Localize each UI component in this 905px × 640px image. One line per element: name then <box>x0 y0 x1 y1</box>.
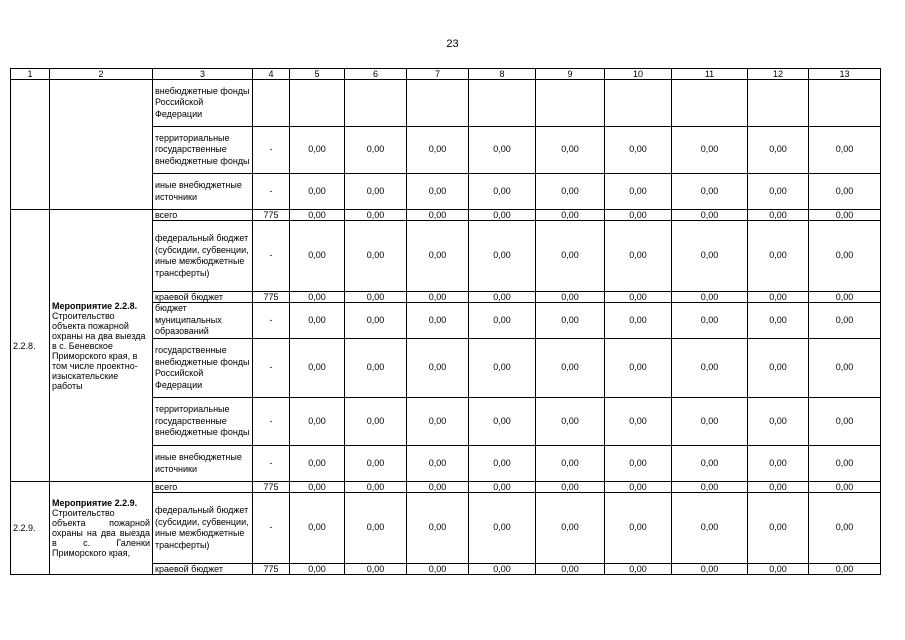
value-cell: 0,00 <box>809 127 881 174</box>
value-cell: 0,00 <box>290 292 345 303</box>
value-cell: 0,00 <box>290 446 345 482</box>
value-cell: 0,00 <box>536 221 605 292</box>
value-cell: 0,00 <box>809 564 881 575</box>
page-number: 23 <box>446 38 459 50</box>
source-cell: иные внебюджетные источники <box>153 446 253 482</box>
value-cell: 0,00 <box>345 210 407 221</box>
value-cell: 0,00 <box>748 564 809 575</box>
source-cell: федеральный бюджет (субсидии, субвенции, иные межбюджетные трансферты) <box>153 493 253 564</box>
header-cell: 2 <box>50 69 153 80</box>
measure-text: Строительство объекта пожарной охраны на два выезда в с. Беневское Приморского края, в том числе проектно-изыскательские работы <box>52 310 146 391</box>
value-cell: - <box>253 493 290 564</box>
value-cell: 0,00 <box>407 210 469 221</box>
value-cell <box>536 80 605 127</box>
value-cell <box>407 80 469 127</box>
value-cell: 0,00 <box>748 446 809 482</box>
header-cell: 10 <box>605 69 672 80</box>
value-cell: 0,00 <box>290 482 345 493</box>
value-cell: 0,00 <box>407 482 469 493</box>
value-cell: 0,00 <box>536 398 605 446</box>
value-cell: 0,00 <box>290 493 345 564</box>
value-cell: 0,00 <box>469 292 536 303</box>
value-cell: 0,00 <box>748 127 809 174</box>
value-cell: 0,00 <box>748 482 809 493</box>
value-cell: 0,00 <box>469 493 536 564</box>
value-cell: 0,00 <box>605 292 672 303</box>
value-cell: 775 <box>253 292 290 303</box>
value-cell: 0,00 <box>672 174 748 210</box>
source-cell: всего <box>153 482 253 493</box>
table-row <box>11 210 881 221</box>
value-cell: 0,00 <box>809 482 881 493</box>
value-cell: - <box>253 174 290 210</box>
value-cell: 0,00 <box>809 292 881 303</box>
header-cell: 12 <box>748 69 809 80</box>
value-cell: 775 <box>253 482 290 493</box>
value-cell <box>345 80 407 127</box>
value-cell: 0,00 <box>407 564 469 575</box>
value-cell: 0,00 <box>407 127 469 174</box>
measure-title: Мероприятие 2.2.9. <box>52 498 138 508</box>
header-cell: 6 <box>345 69 407 80</box>
value-cell: 0,00 <box>672 221 748 292</box>
header-cell: 8 <box>469 69 536 80</box>
value-cell: 0,00 <box>345 398 407 446</box>
value-cell: 0,00 <box>407 446 469 482</box>
value-cell: 0,00 <box>536 174 605 210</box>
value-cell: 0,00 <box>605 303 672 339</box>
header-cell: 9 <box>536 69 605 80</box>
value-cell: 0,00 <box>290 564 345 575</box>
value-cell: 0,00 <box>469 210 536 221</box>
value-cell: 0,00 <box>672 482 748 493</box>
value-cell: 0,00 <box>672 292 748 303</box>
budget-table <box>10 68 881 575</box>
value-cell: - <box>253 339 290 398</box>
value-cell: 0,00 <box>672 127 748 174</box>
value-cell: 0,00 <box>345 174 407 210</box>
value-cell: 0,00 <box>809 210 881 221</box>
source-cell: краевой бюджет <box>153 564 253 575</box>
value-cell: 0,00 <box>407 493 469 564</box>
value-cell: 0,00 <box>345 482 407 493</box>
value-cell <box>748 80 809 127</box>
value-cell: 0,00 <box>290 398 345 446</box>
measure-code: 2.2.9. <box>11 482 50 575</box>
value-cell: 0,00 <box>536 446 605 482</box>
value-cell: 0,00 <box>809 303 881 339</box>
value-cell: 0,00 <box>605 446 672 482</box>
value-cell: 0,00 <box>809 221 881 292</box>
value-cell <box>469 80 536 127</box>
value-cell: 0,00 <box>345 446 407 482</box>
value-cell: 0,00 <box>748 303 809 339</box>
value-cell: 0,00 <box>809 493 881 564</box>
value-cell: 0,00 <box>605 174 672 210</box>
source-cell: иные внебюджетные источники <box>153 174 253 210</box>
value-cell: 0,00 <box>809 446 881 482</box>
value-cell: 0,00 <box>536 210 605 221</box>
value-cell: 0,00 <box>469 174 536 210</box>
header-cell: 7 <box>407 69 469 80</box>
value-cell: 0,00 <box>345 339 407 398</box>
value-cell: 0,00 <box>536 493 605 564</box>
value-cell: 0,00 <box>672 564 748 575</box>
value-cell: 0,00 <box>536 292 605 303</box>
value-cell: 0,00 <box>469 564 536 575</box>
value-cell: 0,00 <box>290 339 345 398</box>
value-cell: 0,00 <box>290 221 345 292</box>
header-cell: 4 <box>253 69 290 80</box>
value-cell <box>672 80 748 127</box>
source-cell: государственные внебюджетные фонды Российской Федерации <box>153 339 253 398</box>
value-cell: 0,00 <box>605 210 672 221</box>
value-cell: 0,00 <box>469 127 536 174</box>
value-cell <box>253 80 290 127</box>
value-cell: 0,00 <box>748 398 809 446</box>
code-cell <box>11 80 50 210</box>
value-cell: 0,00 <box>672 339 748 398</box>
value-cell: 0,00 <box>290 303 345 339</box>
value-cell: 0,00 <box>672 210 748 221</box>
value-cell <box>290 80 345 127</box>
value-cell: 0,00 <box>469 339 536 398</box>
value-cell: - <box>253 303 290 339</box>
measure-code: 2.2.8. <box>11 210 50 482</box>
value-cell: 0,00 <box>748 210 809 221</box>
value-cell: 0,00 <box>605 482 672 493</box>
value-cell: 0,00 <box>809 339 881 398</box>
table-row <box>11 80 881 127</box>
value-cell: 0,00 <box>672 303 748 339</box>
value-cell: 0,00 <box>748 292 809 303</box>
value-cell: 0,00 <box>290 174 345 210</box>
measure-description <box>50 482 153 575</box>
value-cell: 0,00 <box>407 221 469 292</box>
value-cell: 0,00 <box>605 398 672 446</box>
value-cell: 0,00 <box>469 446 536 482</box>
value-cell: 0,00 <box>407 303 469 339</box>
source-cell: всего <box>153 210 253 221</box>
value-cell: 0,00 <box>605 339 672 398</box>
value-cell: 0,00 <box>345 127 407 174</box>
value-cell: 0,00 <box>407 398 469 446</box>
source-cell: территориальные государственные внебюджетные фонды <box>153 398 253 446</box>
measure-title: Мероприятие 2.2.8. <box>52 300 138 311</box>
header-cell: 13 <box>809 69 881 80</box>
value-cell: 0,00 <box>748 174 809 210</box>
value-cell: - <box>253 446 290 482</box>
value-cell: 0,00 <box>290 127 345 174</box>
source-cell: краевой бюджет <box>153 292 253 303</box>
value-cell: 0,00 <box>469 482 536 493</box>
value-cell: 0,00 <box>345 221 407 292</box>
value-cell <box>809 80 881 127</box>
value-cell: 0,00 <box>748 493 809 564</box>
header-cell: 11 <box>672 69 748 80</box>
measure-text: Строительство объекта пожарной охраны на два выезда в с. Галенки Приморского края, <box>52 508 150 558</box>
desc-cell <box>50 80 153 210</box>
value-cell: 0,00 <box>672 446 748 482</box>
value-cell: 775 <box>253 564 290 575</box>
value-cell: 0,00 <box>469 221 536 292</box>
value-cell: 0,00 <box>469 398 536 446</box>
value-cell <box>605 80 672 127</box>
value-cell: 0,00 <box>672 493 748 564</box>
value-cell: 0,00 <box>809 174 881 210</box>
value-cell: 0,00 <box>536 564 605 575</box>
source-cell: федеральный бюджет (субсидии, субвенции, иные межбюджетные трансферты) <box>153 221 253 292</box>
header-cell: 5 <box>290 69 345 80</box>
value-cell: - <box>253 221 290 292</box>
value-cell: - <box>253 398 290 446</box>
value-cell: 0,00 <box>536 303 605 339</box>
value-cell: 0,00 <box>469 303 536 339</box>
value-cell: 0,00 <box>536 482 605 493</box>
value-cell: 0,00 <box>345 493 407 564</box>
value-cell: 0,00 <box>345 564 407 575</box>
value-cell: 0,00 <box>605 127 672 174</box>
value-cell: 0,00 <box>407 174 469 210</box>
value-cell: 0,00 <box>345 292 407 303</box>
page-bottom-margin <box>0 586 905 640</box>
source-cell: территориальные государственные внебюджетные фонды <box>153 127 253 174</box>
value-cell: 0,00 <box>748 339 809 398</box>
table-row <box>11 482 881 493</box>
header-cell: 3 <box>153 69 253 80</box>
header-row <box>11 69 881 80</box>
value-cell: 0,00 <box>672 398 748 446</box>
value-cell: 0,00 <box>748 221 809 292</box>
value-cell: 0,00 <box>407 292 469 303</box>
value-cell: 0,00 <box>536 339 605 398</box>
source-cell: бюджет муниципальных образований <box>153 303 253 339</box>
value-cell: 0,00 <box>605 493 672 564</box>
value-cell: 0,00 <box>809 398 881 446</box>
source-cell: внебюджетные фонды Российской Федерации <box>153 80 253 127</box>
value-cell: 0,00 <box>407 339 469 398</box>
value-cell: 0,00 <box>605 221 672 292</box>
value-cell: 775 <box>253 210 290 221</box>
value-cell: 0,00 <box>290 210 345 221</box>
value-cell: 0,00 <box>536 127 605 174</box>
header-cell: 1 <box>11 69 50 80</box>
value-cell: 0,00 <box>345 303 407 339</box>
value-cell: - <box>253 127 290 174</box>
value-cell: 0,00 <box>605 564 672 575</box>
measure-description <box>50 210 153 482</box>
